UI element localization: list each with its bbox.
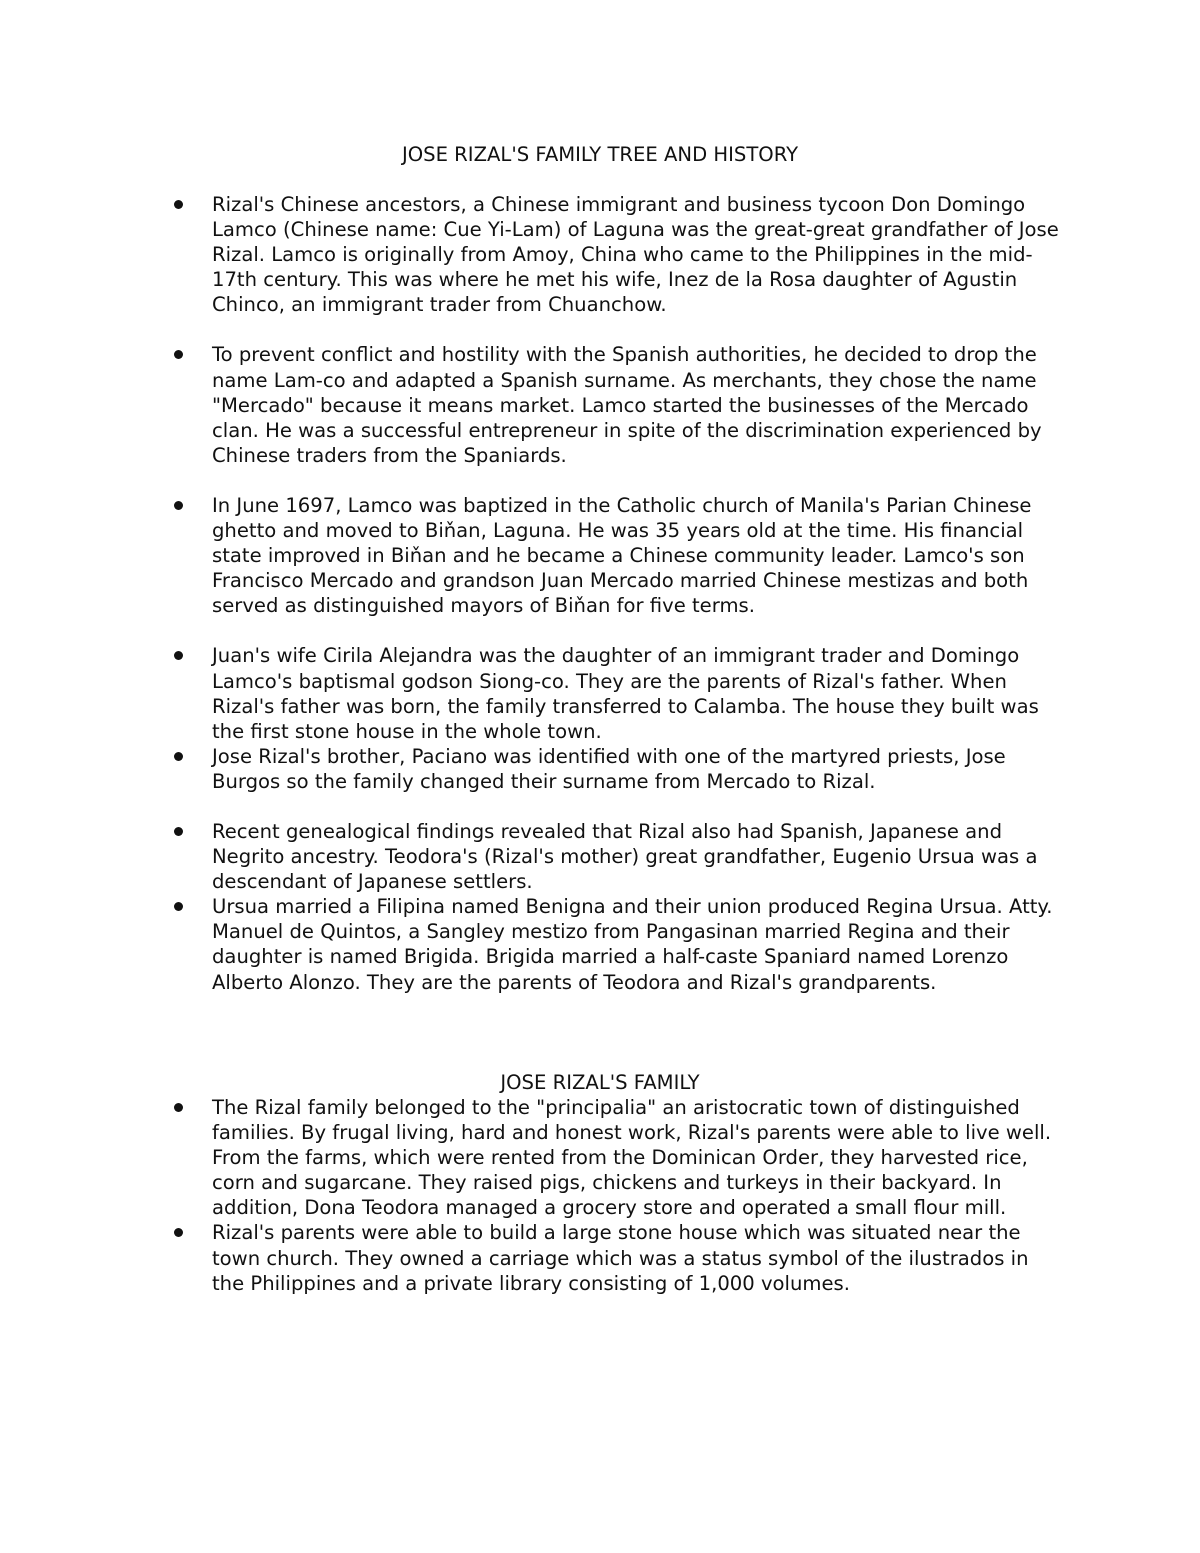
bullet-icon: [174, 827, 183, 836]
list-item: [0, 744, 1060, 794]
list-item-text: In June 1697, Lamco was baptized in the Catholic church of Manila's Parian Chinese ghetto and moved to Biňan, Laguna. He was 35 years old at the time. His financial state improved in Biňan and he became a Chinese community leader. Lamco's son Francisco Mercado and grandson Juan Mercado married Chinese mestizas and both served as distinguished mayors of Biňan for five terms.: [212, 493, 1032, 618]
list-item-text: To prevent conflict and hostility with the Spanish authorities, he decided to drop the name Lam-co and adapted a Spanish surname. As merchants, they chose the name "Mercado" because it means market. Lamco started the businesses of the Mercado clan. He was a successful entrepreneur in spite of the discrimination experienced by Chinese traders from the Spaniards.: [212, 343, 1042, 467]
bullet-icon: [174, 1103, 183, 1112]
section-2-heading: JOSE RIZAL'S FAMILY: [500, 1071, 700, 1094]
bullet-icon: [174, 350, 183, 359]
list-item: [0, 1220, 1060, 1295]
list-item-text: Juan's wife Cirila Alejandra was the daughter of an immigrant trader and Domingo Lamco's baptismal godson Siong-co. They are the parents of Rizal's father. When Rizal's father was born, the family transferred to Calamba. The house they built was the first stone house in the whole town.: [212, 644, 1039, 743]
list-item: [0, 1095, 1060, 1220]
bullet-icon: [174, 651, 183, 660]
list-item-text: Rizal's parents were able to build a large stone house which was situated near the town church. They owned a carriage which was a status symbol of the ilustrados in the Philippines and a private library consisting of 1,000 volumes.: [212, 1221, 1029, 1295]
list-item-text: Rizal's Chinese ancestors, a Chinese immigrant and business tycoon Don Domingo Lamco (Chinese name: Cue Yi-Lam) of Laguna was the great-great grandfather of Jose Rizal. Lamco is originally from Amoy, China who came to the Philippines in the mid-17th century. This was where he met his wife, Inez de la Rosa daughter of Agustin Chinco, an immigrant trader from Chuanchow.: [212, 193, 1059, 317]
list-item-text: Recent genealogical findings revealed that Rizal also had Spanish, Japanese and Negrito ancestry. Teodora's (Rizal's mother) great grandfather, Eugenio Ursua was a descendant of Japanese settlers.: [212, 819, 1038, 894]
list-item: [0, 894, 1060, 994]
list-item-text: Jose Rizal's brother, Paciano was identified with one of the martyred priests, Jose Burgos so the family changed their surname from Mercado to Rizal.: [212, 744, 1006, 793]
bullet-icon: [174, 902, 183, 911]
section-2-bullet-list: [0, 1095, 1200, 1296]
list-item: [0, 643, 1060, 743]
list-item: [0, 192, 1060, 317]
section-1-bullet-list: [0, 192, 1200, 995]
list-item-text: The Rizal family belonged to the "principalia" an aristocratic town of distinguished families. By frugal living, hard and honest work, Rizal's parents were able to live well. From the farms, which were rented from the Dominican Order, they harvested rice, corn and sugarcane. They raised pigs, chickens and turkeys in their backyard. In addition, Dona Teodora managed a grocery store and operated a small flour mill.: [212, 1096, 1052, 1220]
bullet-icon: [174, 752, 183, 761]
list-item: [0, 819, 1060, 894]
bullet-icon: [174, 1228, 183, 1237]
list-item: [0, 493, 1060, 618]
bullet-icon: [174, 200, 183, 209]
list-item: [0, 342, 1060, 467]
bullet-icon: [174, 501, 183, 510]
section-1-heading: JOSE RIZAL'S FAMILY TREE AND HISTORY: [401, 143, 799, 166]
list-item-text: Ursua married a Filipina named Benigna and their union produced Regina Ursua. Atty. Manuel de Quintos, a Sangley mestizo from Pangasinan married Regina and their daughter is named Brigida. Brigida married a half-caste Spaniard named Lorenzo Alberto Alonzo. They are the parents of Teodora and Rizal's grandparents.: [212, 895, 1053, 994]
